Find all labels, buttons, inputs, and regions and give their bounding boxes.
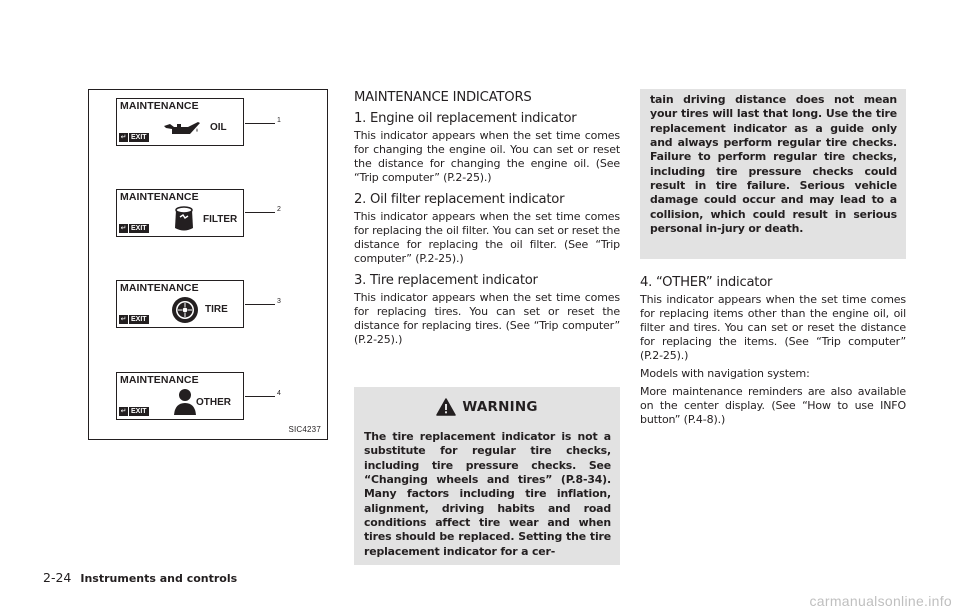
warning-title: WARNING [462,399,538,415]
paragraph: This indicator appears when the set time comes for replacing the oil filter. You can set or reset the distance for replacing the oil filter. (See “Trip computer” (P.2-25).) [354,210,620,265]
oil-filter-icon [171,204,197,234]
tire-icon [170,295,200,325]
section-heading: MAINTENANCE INDICATORS [354,90,532,105]
paragraph: Models with navigation system: [640,367,810,380]
paragraph: More maintenance reminders are also available on the center display. (See “How to use INFO button” (P.4-8).) [640,385,906,426]
panel-title: MAINTENANCE [120,374,199,386]
oil-indicator-panel [116,98,244,146]
panel-label: OTHER [196,397,231,408]
maintenance-indicator-figure [88,89,328,440]
subsection-title: 2. Oil filter replacement indicator [354,192,565,207]
text-column-2 [640,273,906,433]
exit-indicator: ↵ EXIT [120,224,147,232]
warning-box-continued [640,89,906,259]
back-icon: ↵ [120,315,127,323]
panel-label: TIRE [205,304,228,315]
callout-number: 3 [277,298,281,305]
leader-line [245,123,275,124]
leader-line [245,212,275,213]
person-icon [172,387,198,417]
warning-text: tain driving distance does not mean your tires will last that long. Use the tire replacement indicator as a guide only and always perform regular tire checks. Failure to perform regular tire checks, including tire pressure checks could result in tire failure. Serious vehicle damage could occur and may lead to a collision, which could result in serious personal in-jury or death. [650,93,897,236]
warning-text: The tire replacement indicator is not a substitute for regular tire checks, including tire pressure checks. See “Changing wheels and tires” (P.8-34). Many factors including tire inflation, alignment, driving habits and road conditions affect tire wear and when tires should be replaced. Setting the tire replacement indicator for a cer- [364,430,611,558]
exit-indicator: ↵ EXIT [120,133,147,141]
other-indicator-panel [116,372,244,420]
watermark: carmanualsonline.info [809,593,952,609]
callout-number: 4 [277,390,281,397]
exit-indicator: ↵ EXIT [120,315,147,323]
page-footer [43,570,237,586]
section-name: Instruments and controls [80,572,238,585]
filter-indicator-panel [116,189,244,237]
leader-line [245,396,275,397]
warning-triangle-icon [436,398,456,416]
figure-code: SIC4237 [288,425,321,434]
leader-line [245,304,275,305]
tire-indicator-panel [116,280,244,328]
callout-number: 1 [277,117,281,124]
panel-title: MAINTENANCE [120,282,199,294]
warning-box [354,387,620,565]
exit-indicator: ↵ EXIT [120,407,147,415]
text-column-1 [354,89,620,353]
warning-header [354,397,620,417]
callout-number: 2 [277,206,281,213]
panel-title: MAINTENANCE [120,100,199,112]
back-icon: ↵ [120,133,127,141]
panel-title: MAINTENANCE [120,191,199,203]
subsection-title: 1. Engine oil replacement indicator [354,111,577,126]
back-icon: ↵ [120,224,127,232]
back-icon: ↵ [120,407,127,415]
oil-can-icon [160,116,202,138]
paragraph: This indicator appears when the set time comes for replacing items other than the engine oil, oil filter and tires. You can set or reset the distance for replacing the items. (See “Trip computer” (P.2-25).) [640,293,906,362]
panel-label: FILTER [203,214,238,225]
paragraph: This indicator appears when the set time comes for changing the engine oil. You can set or reset the distance for changing the engine oil. (See “Trip computer” (P.2-25).) [354,129,620,184]
subsection-title: 3. Tire replacement indicator [354,273,538,288]
paragraph: This indicator appears when the set time comes for replacing tires. You can set or reset the distance for replacing tires. (See “Trip computer” (P.2-25).) [354,291,620,346]
panel-label: OIL [210,122,227,133]
page-number: 2-24 [43,570,72,585]
subsection-title: 4. “OTHER” indicator [640,275,773,290]
